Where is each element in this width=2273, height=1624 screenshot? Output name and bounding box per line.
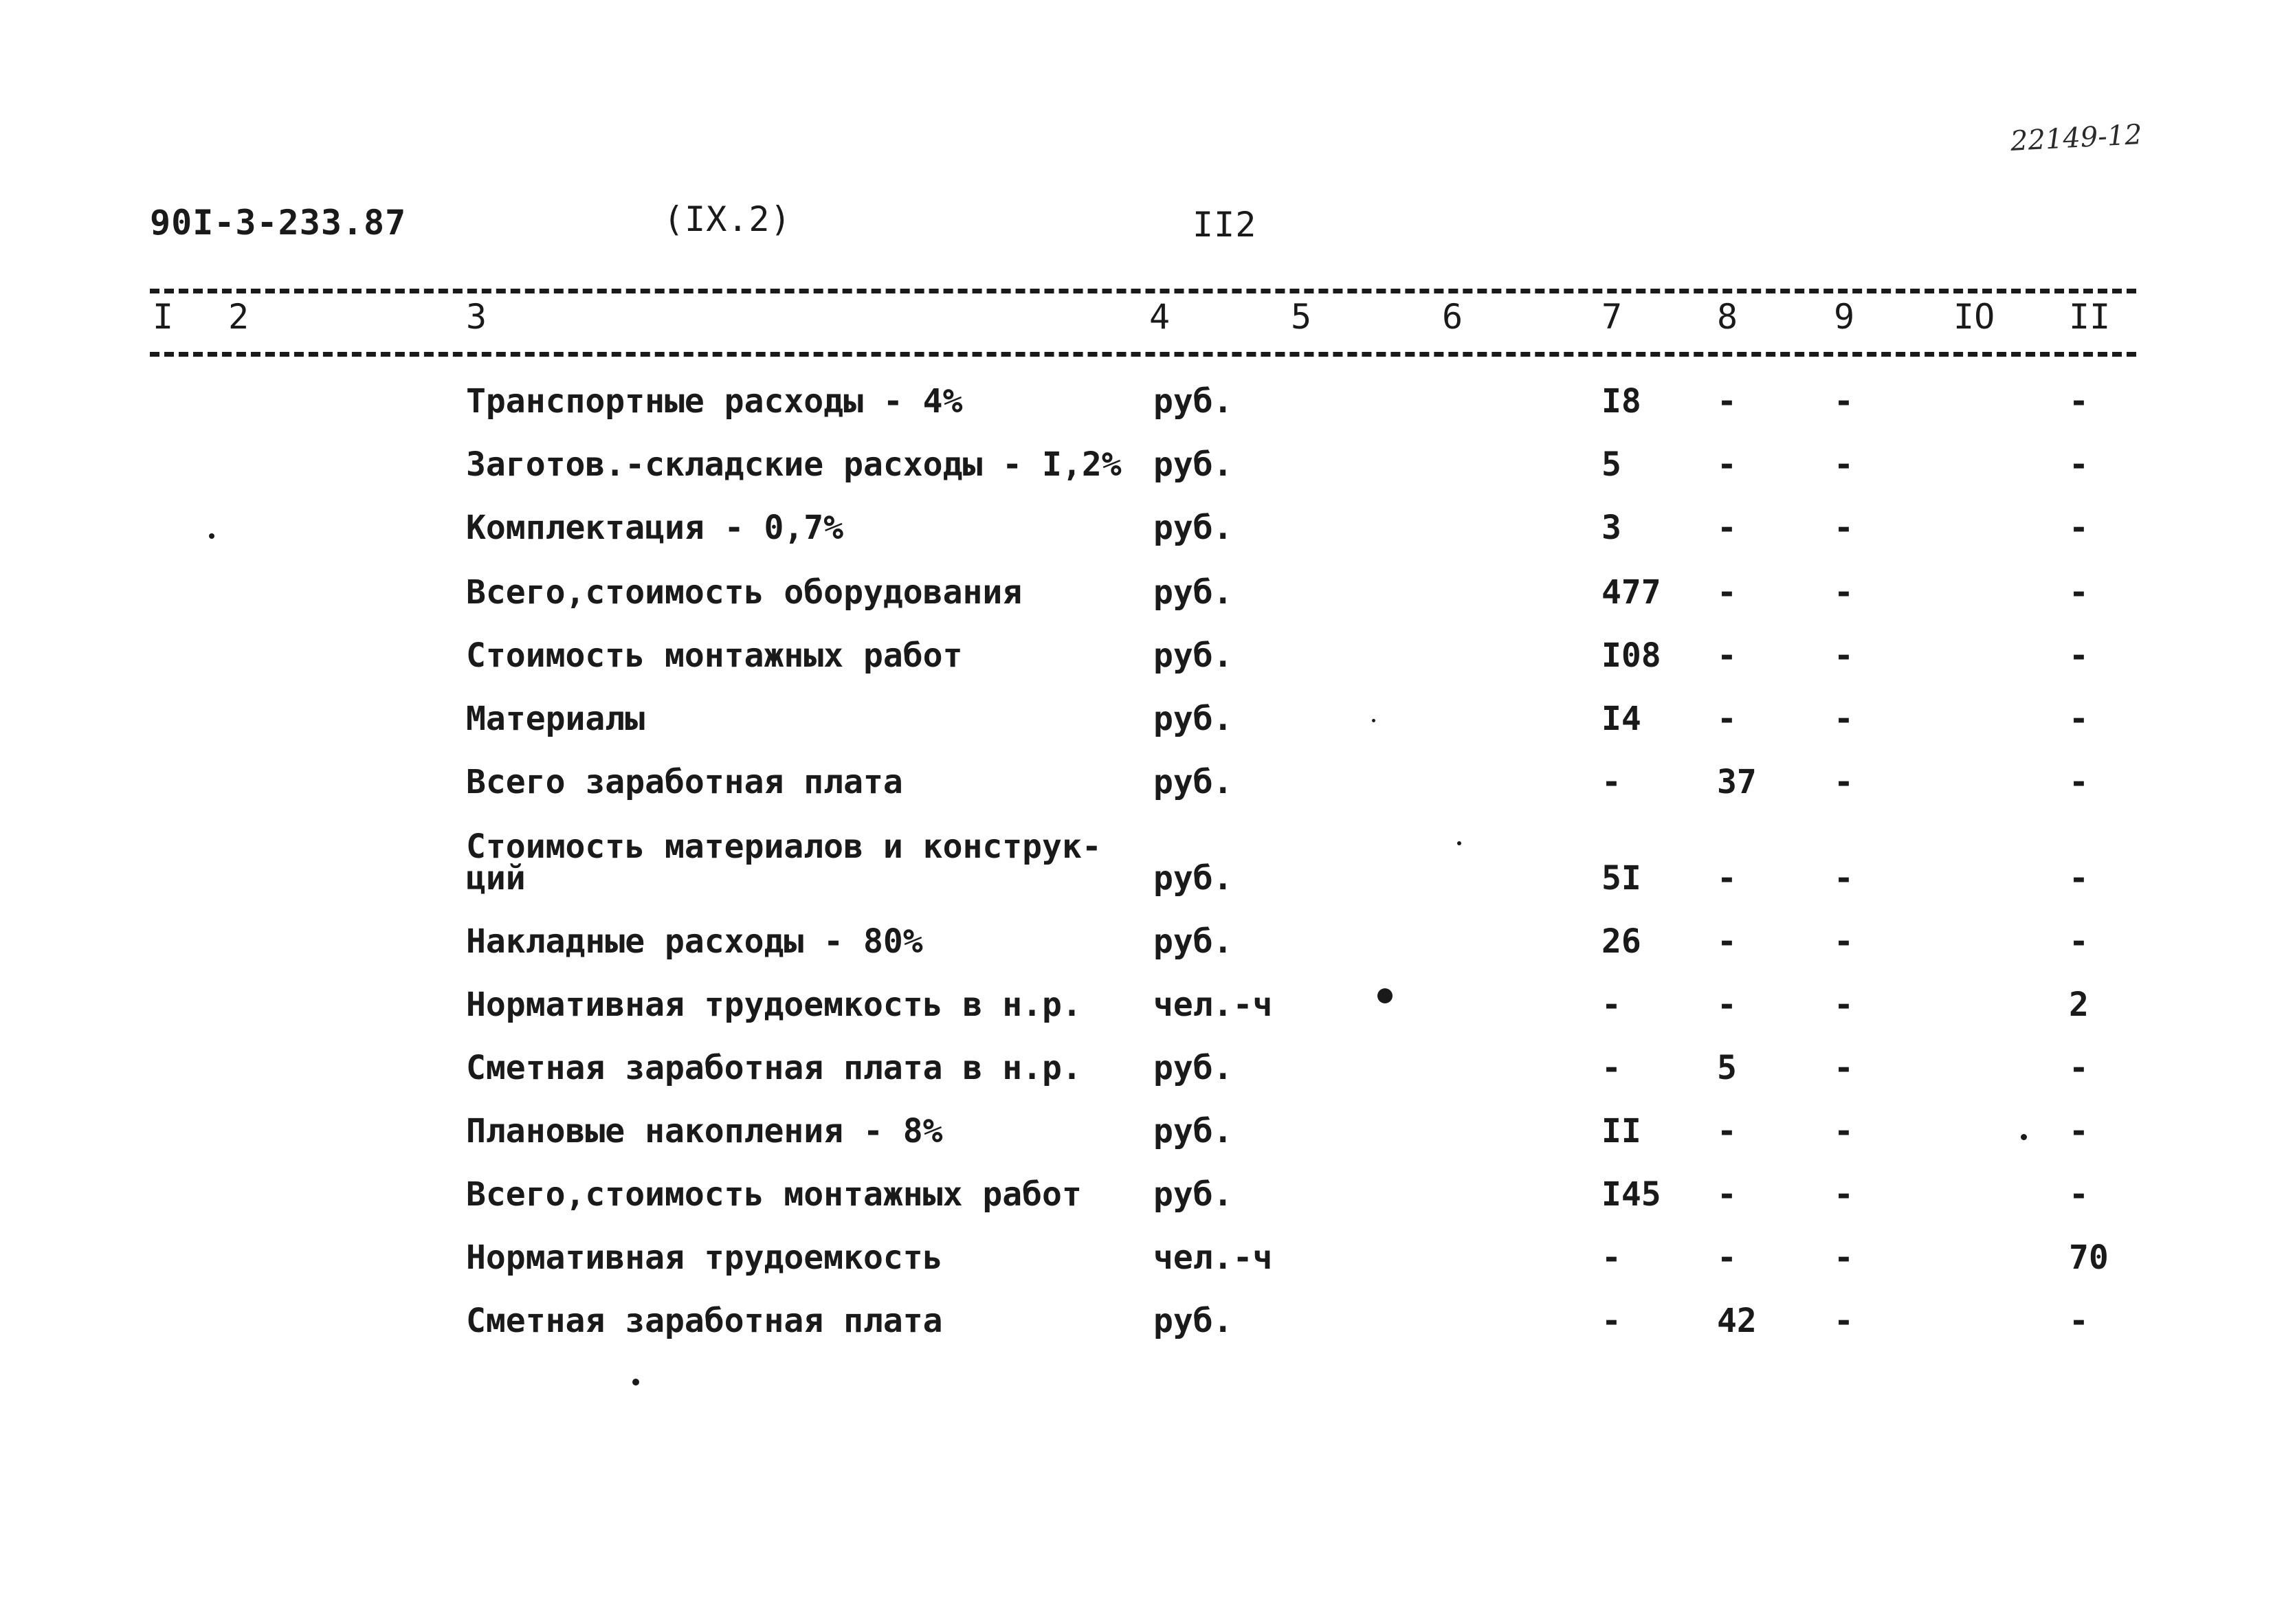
row-col8-value: - [1717,445,1737,484]
row-description: Накладные расходы - 80% [466,922,923,961]
row-description: Комплектация - 0,7% [466,509,844,547]
row-description: Всего,стоимость монтажных работ [466,1175,1082,1214]
table-row [0,986,2273,1041]
row-unit: руб. [1153,445,1233,484]
row-col11-value: - [2069,1049,2089,1087]
row-col7-value: I08 [1601,636,1661,675]
column-header-1: I [153,297,174,337]
row-description: Стоимость монтажных работ [466,636,963,675]
table-row [0,1238,2273,1293]
row-col9-value: - [1834,700,1854,738]
row-col9-value: - [1834,1175,1854,1214]
row-col7-value: I45 [1601,1175,1661,1214]
row-col11-value: - [2069,445,2089,484]
row-description: Всего заработная плата [466,763,903,801]
table-row [0,1302,2273,1357]
row-unit: чел.-ч [1153,986,1273,1024]
row-col9-value: - [1834,1302,1854,1340]
column-header-3: 3 [466,297,487,337]
scan-blot [1377,988,1393,1003]
row-col11-value: - [2069,1175,2089,1214]
row-col11-value: 2 [2069,986,2089,1024]
row-description: Всего,стоимость оборудования [466,573,1023,612]
row-col8-value: - [1717,573,1737,612]
row-description: Сметная заработная плата в н.р. [466,1049,1082,1087]
row-col8-value: - [1717,700,1737,738]
row-col8-value: - [1717,986,1737,1024]
row-col7-value: I8 [1601,382,1641,421]
row-description-line2: ций [466,859,526,898]
row-col11-value: - [2069,763,2089,801]
column-header-7: 7 [1601,297,1623,337]
table-row [0,1049,2273,1104]
row-col11-value: - [2069,700,2089,738]
column-header-9: 9 [1834,297,1855,337]
scan-speck [2021,1134,2027,1140]
row-unit: руб. [1153,859,1233,898]
row-col11-value: 70 [2069,1238,2109,1277]
table-top-rule [150,289,2136,293]
row-col9-value: - [1834,922,1854,961]
row-unit: руб. [1153,573,1233,612]
row-col9-value: - [1834,986,1854,1024]
table-row [0,922,2273,977]
row-col11-value: - [2069,859,2089,898]
table-row [0,1175,2273,1230]
row-description-line1: Стоимость материалов и конструк- [466,827,1102,866]
row-col9-value: - [1834,636,1854,675]
table-row [0,1112,2273,1167]
row-unit: руб. [1153,509,1233,547]
row-col7-value: II [1601,1112,1641,1150]
column-header-8: 8 [1717,297,1738,337]
row-col11-value: - [2069,509,2089,547]
row-col11-value: - [2069,1112,2089,1150]
row-col7-value: 5I [1601,859,1641,898]
scan-speck [1457,841,1461,845]
document-code: 90I-3-233.87 [150,203,407,243]
column-header-2: 2 [228,297,250,337]
row-col9-value: - [1834,1049,1854,1087]
row-col9-value: - [1834,1112,1854,1150]
row-col7-value: 477 [1601,573,1661,612]
row-unit: руб. [1153,1049,1233,1087]
row-col9-value: - [1834,445,1854,484]
scan-speck [632,1379,639,1386]
row-col11-value: - [2069,573,2089,612]
row-unit: чел.-ч [1153,1238,1273,1277]
row-col9-value: - [1834,859,1854,898]
row-col11-value: - [2069,1302,2089,1340]
row-col7-value: 26 [1601,922,1641,961]
table-row [0,382,2273,437]
row-description: Заготов.-складские расходы - I,2% [466,445,1122,484]
row-col8-value: - [1717,1175,1737,1214]
row-col9-value: - [1834,382,1854,421]
row-col8-value: - [1717,509,1737,547]
row-unit: руб. [1153,700,1233,738]
row-col8-value: - [1717,636,1737,675]
handwritten-reference: 22149-12 [2009,119,2143,157]
scan-speck [1372,719,1375,722]
row-col8-value: 5 [1717,1049,1737,1087]
row-description: Транспортные расходы - 4% [466,382,963,421]
row-col7-value: I4 [1601,700,1641,738]
row-col8-value: - [1717,382,1737,421]
row-col7-value: 5 [1601,445,1621,484]
row-col8-value: - [1717,1238,1737,1277]
row-col9-value: - [1834,1238,1854,1277]
row-unit: руб. [1153,382,1233,421]
row-col8-value: - [1717,1112,1737,1150]
row-col7-value: - [1601,1302,1621,1340]
row-col11-value: - [2069,922,2089,961]
row-col8-value: - [1717,859,1737,898]
row-description: Сметная заработная плата [466,1302,943,1340]
row-col7-value: - [1601,1238,1621,1277]
row-col11-value: - [2069,382,2089,421]
row-unit: руб. [1153,636,1233,675]
row-col8-value: - [1717,922,1737,961]
row-col9-value: - [1834,763,1854,801]
row-col7-value: - [1601,1049,1621,1087]
row-unit: руб. [1153,1302,1233,1340]
column-header-5: 5 [1291,297,1312,337]
row-unit: руб. [1153,763,1233,801]
row-unit: руб. [1153,1175,1233,1214]
row-col7-value: - [1601,986,1621,1024]
table-row [0,445,2273,500]
scan-speck [209,533,214,539]
table-row [0,636,2273,691]
table-header-rule [150,352,2136,357]
row-description: Нормативная трудоемкость [466,1238,943,1277]
row-description: Плановые накопления - 8% [466,1112,943,1150]
row-unit: руб. [1153,1112,1233,1150]
row-description: Нормативная трудоемкость в н.р. [466,986,1082,1024]
row-description: Материалы [466,700,645,738]
column-header-6: 6 [1442,297,1463,337]
table-row [0,763,2273,818]
section-label: (IX.2) [663,199,792,239]
table-row [0,827,2273,914]
row-col7-value: - [1601,763,1621,801]
page-number: II2 [1193,205,1257,245]
table-row [0,700,2273,755]
row-col9-value: - [1834,509,1854,547]
table-row [0,573,2273,628]
row-col8-value: 37 [1717,763,1757,801]
row-col7-value: 3 [1601,509,1621,547]
row-col9-value: - [1834,573,1854,612]
column-header-4: 4 [1149,297,1171,337]
row-col11-value: - [2069,636,2089,675]
row-unit: руб. [1153,922,1233,961]
column-header-10: IO [1953,297,1995,337]
column-header-11: II [2069,297,2111,337]
row-col8-value: 42 [1717,1302,1757,1340]
table-row [0,509,2273,564]
